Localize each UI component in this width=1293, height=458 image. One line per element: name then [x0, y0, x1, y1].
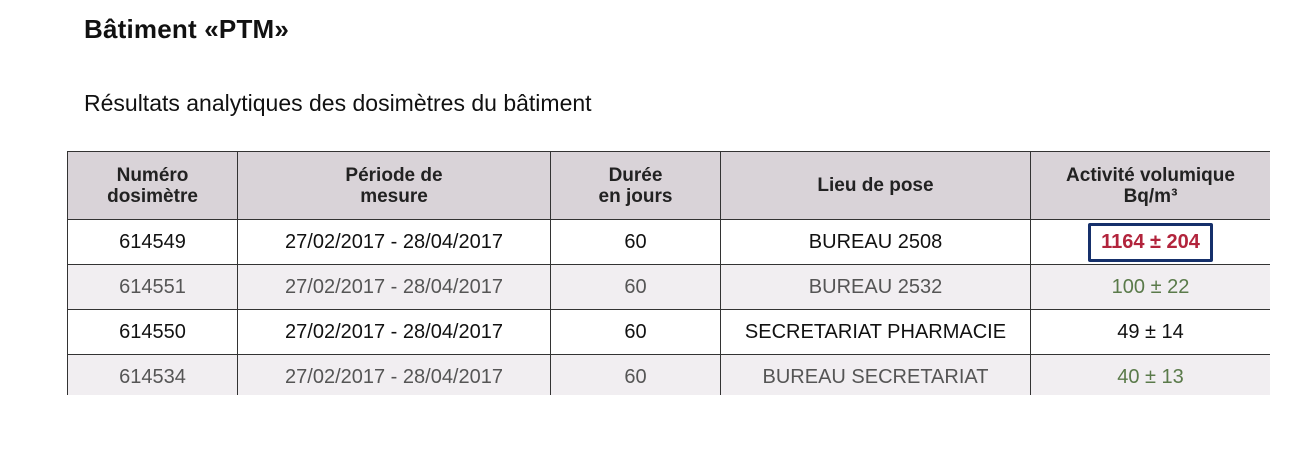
- table-row: [68, 265, 1271, 310]
- cell-duree: 60: [551, 220, 721, 265]
- cell-activite: 100 ± 22: [1031, 265, 1271, 310]
- table-row: [68, 355, 1271, 396]
- header-duree-jours: [551, 152, 721, 220]
- highlighted-activity-value: 1164 ± 204: [1088, 223, 1213, 262]
- cell-duree: 60: [551, 310, 721, 355]
- cell-periode: 27/02/2017 - 28/04/2017: [238, 220, 551, 265]
- header-activite-volumique: [1031, 152, 1271, 220]
- cell-lieu: BUREAU 2532: [721, 265, 1031, 310]
- cell-activite: [1031, 220, 1271, 265]
- header-periode-mesure: [238, 152, 551, 220]
- header-numero-dosimetre: [68, 152, 238, 220]
- cell-periode: 27/02/2017 - 28/04/2017: [238, 355, 551, 396]
- table-header-row: [68, 152, 1271, 220]
- header-line: en jours: [598, 185, 673, 207]
- cell-duree: 60: [551, 265, 721, 310]
- header-line: Bq/m³: [1123, 185, 1178, 207]
- cell-lieu: BUREAU 2508: [721, 220, 1031, 265]
- building-title: Bâtiment «PTM»: [84, 14, 290, 44]
- cell-activite: 40 ± 13: [1031, 355, 1271, 396]
- cell-numero: 614549: [68, 220, 238, 265]
- table-row: [68, 220, 1271, 265]
- cell-activite: 49 ± 14: [1031, 310, 1271, 355]
- header-lieu-pose: [721, 152, 1031, 220]
- header-line: Durée: [608, 164, 663, 186]
- header-line: dosimètre: [107, 185, 198, 207]
- dosimeter-results-table: [67, 151, 1270, 395]
- cell-periode: 27/02/2017 - 28/04/2017: [238, 310, 551, 355]
- cell-numero: 614551: [68, 265, 238, 310]
- table-row: [68, 310, 1271, 355]
- results-subtitle: Résultats analytiques des dosimètres du bâtiment: [84, 90, 592, 116]
- header-line: Numéro: [116, 164, 189, 186]
- cell-lieu: BUREAU SECRETARIAT: [721, 355, 1031, 396]
- header-line: Activité volumique: [1066, 164, 1235, 186]
- cell-numero: 614534: [68, 355, 238, 396]
- cell-numero: 614550: [68, 310, 238, 355]
- header-line: mesure: [360, 185, 428, 207]
- cell-periode: 27/02/2017 - 28/04/2017: [238, 265, 551, 310]
- cell-lieu: SECRETARIAT PHARMACIE: [721, 310, 1031, 355]
- cell-duree: 60: [551, 355, 721, 396]
- header-line: Période de: [345, 164, 443, 186]
- header-line: Lieu de pose: [817, 175, 934, 196]
